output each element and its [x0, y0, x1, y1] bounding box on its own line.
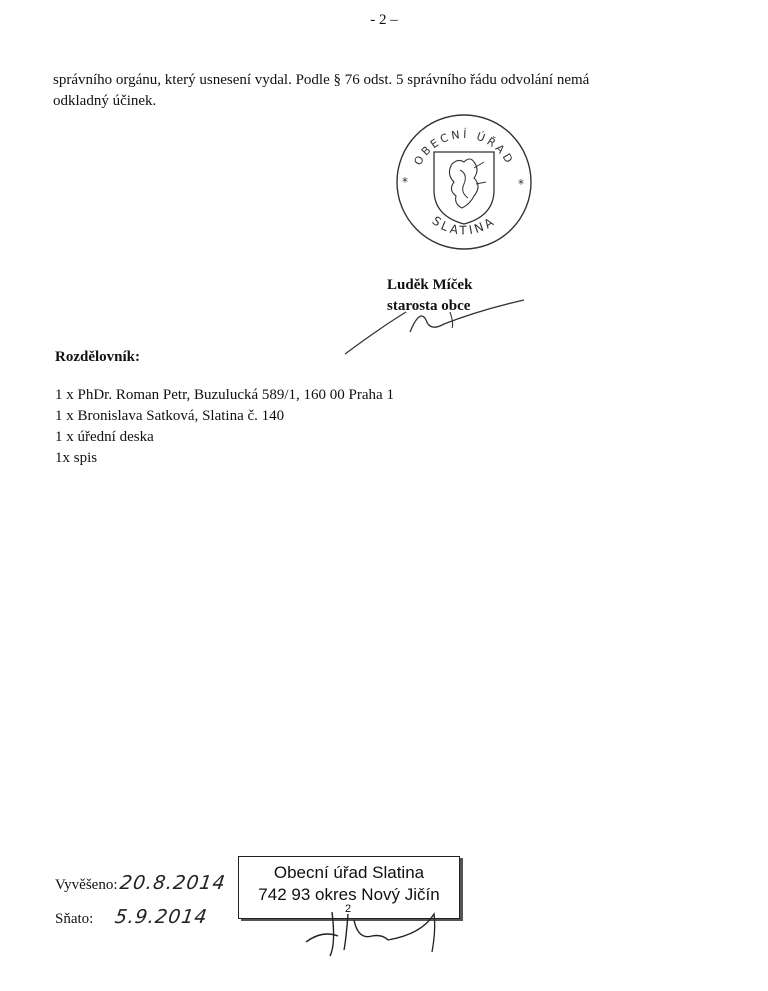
seal-bottom-text: SLATINA [429, 213, 499, 238]
svg-text:SLATINA [430, 213, 499, 237]
seal-top-text: OBECNÍ ÚŘAD [411, 127, 517, 168]
posted-date: 20.8.2014 [117, 872, 227, 894]
distribution-list [55, 385, 394, 469]
removed-label: Sňato: [55, 911, 94, 927]
office-stamp-address: 742 93 okres Nový Jičín [258, 885, 440, 904]
signatory-title: starosta obce [387, 298, 471, 314]
office-stamp-name: Obecní úřad Slatina [273, 863, 425, 882]
distribution-item: 1x spis [55, 450, 98, 466]
body-paragraph [53, 70, 653, 112]
coat-of-arms-icon [434, 152, 494, 224]
handwritten-signature-stroke [340, 298, 540, 368]
paragraph-line: odkladný účinek. [53, 93, 157, 109]
signatory-name: Luděk Míček [387, 277, 473, 293]
page-number: - 2 – [370, 12, 398, 28]
municipal-seal-stamp [394, 112, 534, 252]
distribution-heading: Rozdělovník: [55, 349, 141, 365]
distribution-item: 1 x PhDr. Roman Petr, Buzulucká 589/1, 160 00 Praha 1 [55, 387, 394, 403]
removed-line [55, 906, 208, 928]
seal-star-left: * [402, 175, 408, 189]
office-stamp-number: 2 [345, 903, 352, 915]
handwritten-initials [302, 900, 452, 960]
distribution-item: 1 x Bronislava Satková, Slatina č. 140 [55, 408, 285, 424]
removed-date: 5.9.2014 [113, 906, 210, 928]
seal-star-right: * [518, 177, 524, 191]
distribution-item: 1 x úřední deska [55, 429, 154, 445]
posted-label: Vyvěšeno: [55, 877, 118, 893]
posted-line [55, 872, 225, 894]
paragraph-line: správního orgánu, který usnesení vydal. Podle § 76 odst. 5 správního řádu odvolání nemá [53, 72, 590, 88]
